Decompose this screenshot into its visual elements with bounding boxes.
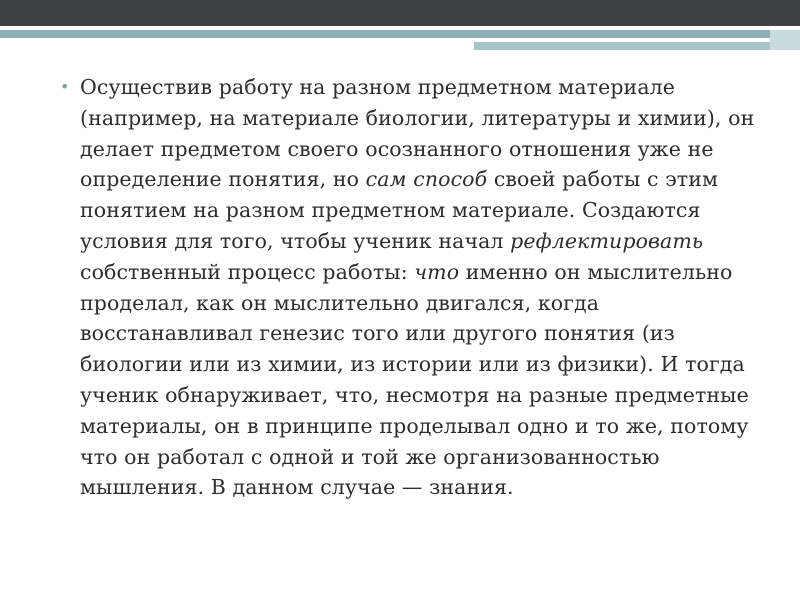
paragraph-italic-2: рефлектировать [510, 228, 704, 253]
slide-content [60, 72, 760, 503]
bullet-icon: • [60, 77, 70, 96]
paragraph-italic-3: что [414, 259, 460, 284]
paragraph-text-4: именно он мыслительно проделал, как он мыслительно двигался, когда восстанавливал генезис того или другого понятия (из биологии или из химии, из истории или из физики). И тогда ученик обнаруживает, что, несмотря на разные предметные материалы, он в принципе проделывал одно и то же, потому что он работал с одной и той же организованностью мышления. В данном случае — знания. [80, 259, 749, 500]
header-bar [0, 0, 800, 26]
paragraph-text-2: своей работы с этим понятием на разном предметном материале. Создаются условия для того, чтобы ученик начал [80, 167, 719, 253]
paragraph-text-3: собственный процесс работы: [80, 259, 415, 284]
bullet-paragraph [60, 72, 760, 503]
header-accent-block [770, 30, 800, 50]
header-accent-line [0, 30, 800, 38]
paragraph-italic-1: сам способ [365, 167, 488, 192]
paragraph-text-1: Осуществив работу на разном предметном материале (например, на материале биологии, литературы и химии), он делает предметом своего осознанного отношения уже не определение понятия, но [80, 75, 755, 192]
header-accent-short-line [474, 42, 800, 50]
